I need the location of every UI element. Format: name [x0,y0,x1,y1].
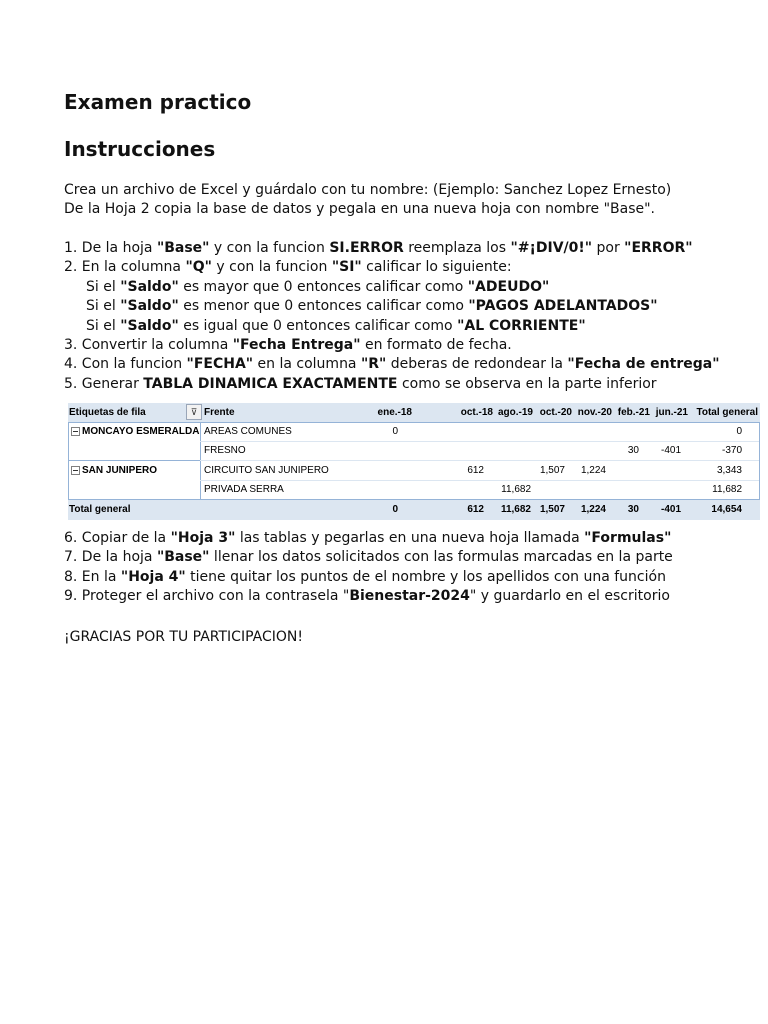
step-6: 6. Copiar de la "Hoja 3" las tablas y pegarlas en una nueva hoja llamada "Formulas" [64,530,672,546]
pivot-col-header: ene.-18 [377,407,412,418]
step-8: 8. En la "Hoja 4" tiene quitar los puntos de el nombre y los apellidos con una función [64,568,666,585]
steps-block-1 [64,239,720,394]
pivot-total-cell: -401 [660,504,681,515]
pivot-total-cell: 0 [392,504,398,515]
pivot-row-labels-header: Etiquetas de fila [69,407,146,418]
step-2-rule-c: Si el "Saldo" es igual que 0 entonces calificar como "AL CORRIENTE" [86,317,586,334]
pivot-value-cell: 3,343 [716,465,742,476]
step-2-rule-b: Si el "Saldo" es menor que 0 entonces calificar como "PAGOS ADELANTADOS" [86,298,658,315]
pivot-value-cell: 0 [392,426,398,437]
collapse-icon[interactable] [71,427,80,436]
pivot-frente-cell: CIRCUITO SAN JUNIPERO [204,465,329,476]
intro-line-2: De la Hoja 2 copia la base de datos y pegala en una nueva hoja con nombre "Base". [64,201,656,218]
intro-line-1: Crea un archivo de Excel y guárdalo con tu nombre: (Ejemplo: Sanchez Lopez Ernesto) [64,182,672,198]
pivot-col-header: nov.-20 [577,407,612,418]
pivot-group-label[interactable]: SAN JUNIPERO [71,461,157,480]
pivot-frente-cell: PRIVADA SERRA [204,484,284,495]
pivot-frente-header: Frente [204,407,235,418]
step-4: 4. Con la funcion "FECHA" en la columna "R" deberas de redondear la "Fecha de entrega" [64,356,720,373]
pivot-value-cell: 11,682 [712,484,742,495]
step-5: 5. Generar TABLA DINAMICA EXACTAMENTE como se observa en la parte inferior [64,375,657,392]
pivot-total-cell: 612 [467,504,484,515]
step-1: 1. De la hoja "Base" y con la funcion SI.ERROR reemplaza los "#¡DIV/0!" por "ERROR" [64,240,693,256]
pivot-value-cell: 1,507 [539,465,565,476]
table-row [68,480,760,500]
pivot-col-header: jun.-21 [655,407,688,418]
pivot-col-header: feb.-21 [617,407,650,418]
table-row [68,441,760,461]
pivot-col-header: Total general [696,407,758,418]
intro-block [64,181,672,220]
page-title: Examen practico [64,90,252,114]
steps-block-2 [64,529,673,607]
pivot-frente-cell: FRESNO [204,445,246,456]
step-3: 3. Convertir la columna "Fecha Entrega" en formato de fecha. [64,336,512,353]
pivot-group-label[interactable]: MONCAYO ESMERALDA [71,422,199,441]
pivot-col-header: oct.-18 [460,407,493,418]
step-2-rule-a: Si el "Saldo" es mayor que 0 entonces calificar como "ADEUDO" [86,278,550,295]
pivot-total-label: Total general [69,504,131,515]
pivot-total-cell: 1,224 [580,504,606,515]
step-2: 2. En la columna "Q" y con la funcion "SI" calificar lo siguiente: [64,259,512,276]
pivot-total-cell: 14,654 [711,504,742,515]
pivot-frente-cell: AREAS COMUNES [204,426,292,437]
pivot-value-cell: 1,224 [580,465,606,476]
table-row [68,422,760,442]
collapse-icon[interactable] [71,466,80,475]
pivot-total-cell: 1,507 [539,504,565,515]
pivot-value-cell: 11,682 [501,484,531,495]
pivot-value-cell: -401 [660,445,681,456]
pivot-total-cell: 11,682 [500,504,531,515]
pivot-total-row [68,499,760,520]
filter-icon[interactable]: ⊽ [186,404,202,420]
pivot-col-header: ago.-19 [497,407,533,418]
step-9: 9. Proteger el archivo con la contrasela "Bienestar-2024" y guardarlo en el escritorio [64,588,670,605]
pivot-table [68,403,760,519]
pivot-header-row [68,403,760,423]
pivot-value-cell: 612 [467,465,484,476]
pivot-value-cell: 0 [736,426,742,437]
instructions-heading: Instrucciones [64,137,216,161]
pivot-value-cell: 30 [627,445,639,456]
pivot-total-cell: 30 [627,504,639,515]
pivot-col-header: oct.-20 [539,407,572,418]
pivot-value-cell: -370 [721,445,742,456]
step-7: 7. De la hoja "Base" llenar los datos solicitados con las formulas marcadas en la parte [64,549,673,566]
closing-message: ¡GRACIAS POR TU PARTICIPACION! [64,629,303,645]
table-row [68,461,760,481]
